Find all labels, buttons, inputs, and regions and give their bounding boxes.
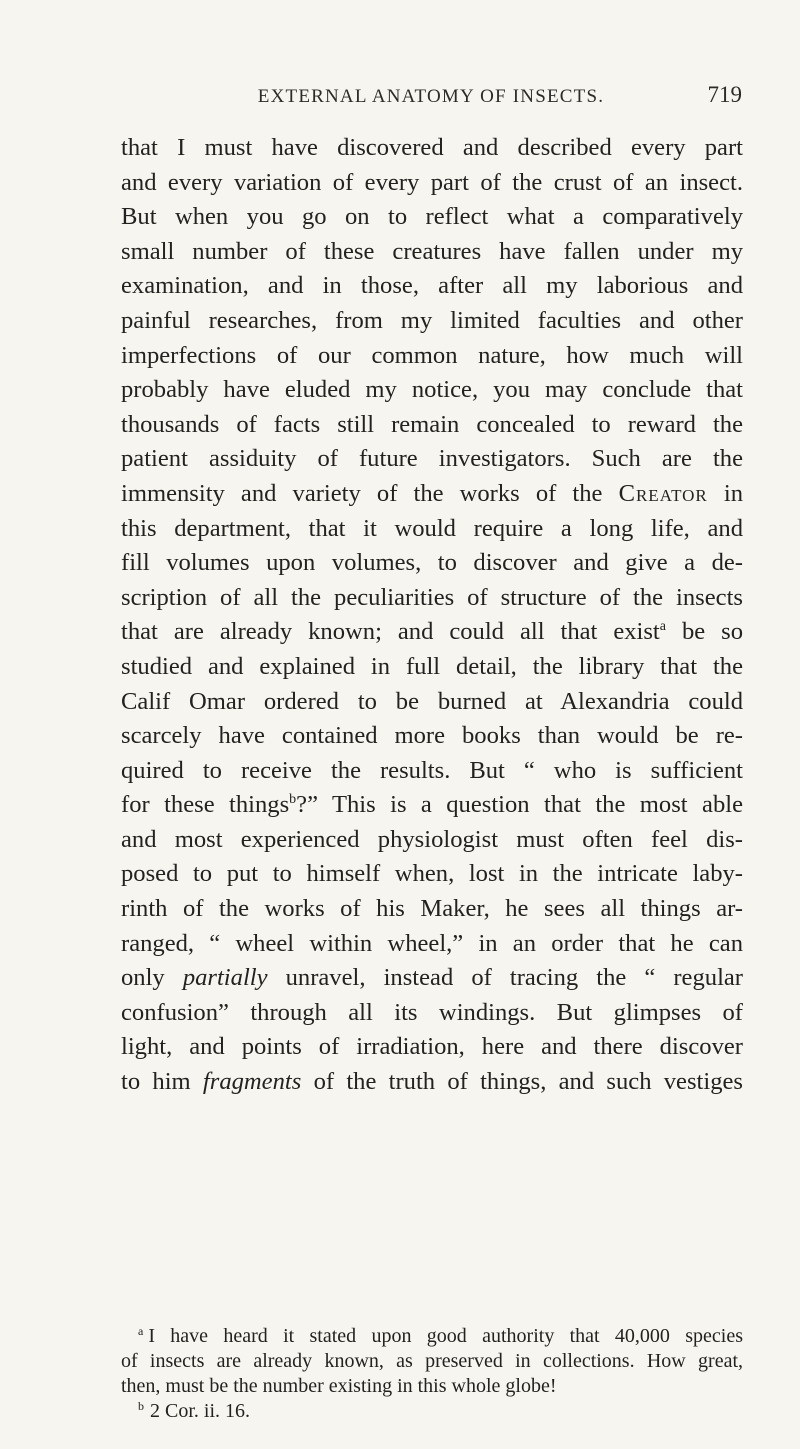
text-line: confusion” through all its windings. But glimpses of [121, 998, 743, 1026]
footnote-ref-a: a [659, 619, 666, 635]
text-span: immensity and variety of the works of the [121, 479, 619, 507]
text-line: scarcely have contained more books than would be re- [121, 722, 743, 750]
footnote-marker: b [138, 1399, 144, 1413]
text-line: scription of all the peculiarities of structure of the insects [121, 583, 743, 611]
footnote-ref-b: b [289, 792, 297, 808]
text-line: studied and explained in full detail, the library that the [121, 652, 743, 680]
text-line [121, 961, 743, 996]
footnote-a-line: of insects are already known, as preserved in collections. How great, [121, 1350, 743, 1372]
text-line [121, 477, 743, 512]
page-number: 719 [707, 82, 742, 107]
text-line: thousands of facts still remain concealed to reward the [121, 410, 743, 438]
text-line: examination, and in those, after all my laborious and [121, 272, 743, 300]
text-line: painful researches, from my limited faculties and other [121, 306, 743, 334]
text-line: ranged, “ wheel within wheel,” in an order that he can [121, 929, 743, 957]
small-caps-creator: Creator [618, 479, 708, 507]
text-line: fill volumes upon volumes, to discover and give a de- [121, 549, 743, 577]
body-text [121, 131, 743, 1100]
text-span: only [121, 964, 183, 992]
italic-text: partially [182, 964, 268, 992]
text-line: probably have eluded my notice, you may conclude that [121, 376, 743, 404]
text-line: quired to receive the results. But “ who is sufficient [121, 756, 743, 784]
footnote-reference: 2 Cor. ii. 16. [150, 1400, 251, 1422]
text-line [121, 788, 743, 823]
text-span: unravel, instead of tracing the “ regular [267, 964, 744, 992]
text-line: But when you go on to reflect what a comparatively [121, 203, 743, 231]
page-header [120, 78, 742, 118]
footnote-a-line [121, 1324, 743, 1349]
text-span: that are already known; and could all that exist [121, 618, 660, 646]
text-line [121, 1065, 743, 1100]
footnotes [121, 1324, 743, 1424]
footnote-text: I have heard it stated upon good authority that 40,000 species [148, 1325, 743, 1347]
text-span: be so [666, 618, 743, 646]
footnote-a-line: then, must be the number existing in this whole globe! [121, 1375, 557, 1397]
text-span: for these things [121, 791, 290, 819]
text-line: posed to put to himself when, lost in the intricate laby- [121, 860, 743, 888]
text-line: patient assiduity of future investigators. Such are the [121, 445, 743, 473]
text-line: and most experienced physiologist must often feel dis- [121, 825, 743, 853]
text-line: this department, that it would require a long life, and [121, 514, 743, 542]
text-span: to him [121, 1068, 203, 1096]
text-line: light, and points of irradiation, here and there discover [121, 1033, 743, 1061]
text-span: in [707, 479, 744, 507]
text-line: rinth of the works of his Maker, he sees all things ar- [121, 895, 743, 923]
text-line: small number of these creatures have fallen under my [121, 237, 743, 265]
text-line: and every variation of every part of the crust of an insect. [121, 168, 743, 196]
text-span: ?” This is a question that the most able [296, 791, 743, 819]
text-line: Calif Omar ordered to be burned at Alexandria could [121, 687, 743, 715]
text-line [121, 615, 743, 650]
text-line: that I must have discovered and described every part [121, 134, 743, 161]
running-head: EXTERNAL ANATOMY OF INSECTS. [257, 86, 605, 107]
footnote-b-line [121, 1399, 743, 1424]
footnote-marker: a [138, 1324, 144, 1338]
text-span: of the truth of things, and such vestiges [301, 1068, 743, 1096]
italic-text: fragments [202, 1068, 302, 1096]
text-line: imperfections of our common nature, how much will [121, 341, 743, 369]
